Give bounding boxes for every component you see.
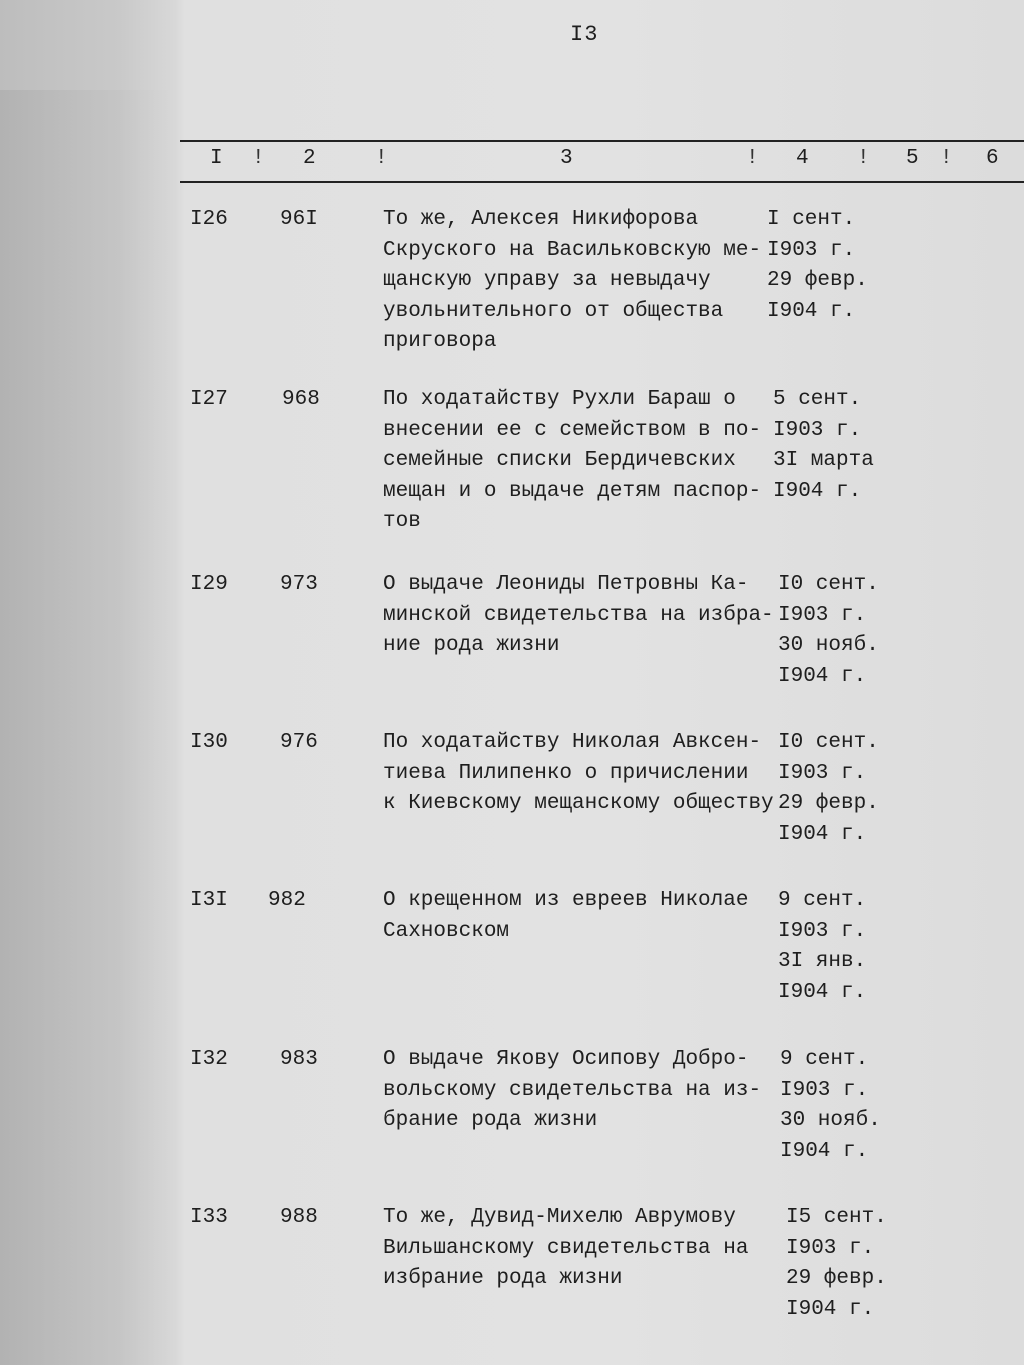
page-number: I3 <box>570 22 599 47</box>
entry-dates <box>778 570 918 692</box>
description-line: мещан и о выдаче детям паспор- <box>383 479 762 503</box>
header-col-3: 3 <box>560 147 573 170</box>
date-line: I904 г. <box>778 822 867 846</box>
entry-number: I29 <box>190 573 228 596</box>
date-line: I сент. <box>767 208 856 231</box>
date-line: 29 февр. <box>778 792 879 815</box>
date-line: I903 г. <box>786 1236 875 1260</box>
date-line: I0 сент. <box>778 731 879 754</box>
date-line: 3I янв. <box>778 950 867 973</box>
date-line: I904 г. <box>778 980 867 1004</box>
date-line: 5 сент. <box>773 388 862 411</box>
date-line: I903 г. <box>778 603 867 627</box>
description-line: семейные списки Бердичевских <box>383 449 736 472</box>
date-line: I903 г. <box>780 1078 869 1102</box>
entry-number: I32 <box>190 1048 228 1071</box>
description-line: По ходатайству Рухли Бараш о <box>383 388 736 411</box>
header-col-4: 4 <box>796 147 809 170</box>
header-col-1: I <box>210 147 223 170</box>
header-col-6: 6 <box>986 147 999 170</box>
description-line: минской свидетельства на избра- <box>383 603 774 627</box>
description-line: О выдаче Леониды Петровны Ка- <box>383 573 749 596</box>
header-separator: ! <box>252 147 265 170</box>
table-header-bottom-rule <box>180 181 1024 183</box>
description-line: внесении ее с семейством в по- <box>383 418 762 442</box>
file-number: 976 <box>280 731 318 754</box>
date-line: 9 сент. <box>778 889 867 912</box>
description-line: По ходатайству Николая Авксен- <box>383 731 762 754</box>
date-line: I903 г. <box>778 919 867 943</box>
description-line: Вильшанскому свидетельства на <box>383 1236 749 1260</box>
header-separator: ! <box>375 147 388 170</box>
date-line: 30 нояб. <box>780 1109 881 1132</box>
file-number: 973 <box>280 573 318 596</box>
date-line: I903 г. <box>778 761 867 785</box>
entry-dates <box>767 205 907 327</box>
date-line: 3I марта <box>773 449 874 472</box>
entry-number: I27 <box>190 388 228 411</box>
entry-dates <box>778 886 918 1008</box>
description-line: Скруского на Васильковскую ме- <box>383 238 762 262</box>
description-line: брание рода жизни <box>383 1109 598 1132</box>
entry-number: I30 <box>190 731 228 754</box>
entry-number: I26 <box>190 208 228 231</box>
description-line: щанскую управу за невыдачу <box>383 269 711 292</box>
entry-description <box>383 1045 783 1137</box>
entry-description <box>383 385 783 538</box>
date-line: I903 г. <box>767 238 856 262</box>
entry-description <box>383 886 783 947</box>
table-header-top-rule <box>180 140 1024 142</box>
description-line: То же, Алексея Никифорова <box>383 208 699 231</box>
table-header <box>180 147 1024 175</box>
entry-dates <box>780 1045 920 1167</box>
description-line: О крещенном из евреев Николае <box>383 889 749 912</box>
date-line: 30 нояб. <box>778 634 879 657</box>
date-line: I904 г. <box>786 1297 875 1321</box>
description-line: приговора <box>383 330 497 353</box>
date-line: I904 г. <box>767 299 856 323</box>
date-line: I904 г. <box>773 479 862 503</box>
file-number: 983 <box>280 1048 318 1071</box>
entry-description <box>383 1203 783 1295</box>
date-line: I904 г. <box>780 1139 869 1163</box>
date-line: 29 февр. <box>767 269 868 292</box>
header-col-2: 2 <box>303 147 316 170</box>
header-col-5: 5 <box>906 147 919 170</box>
description-line: тиева Пилипенко о причислении <box>383 761 749 785</box>
date-line: I903 г. <box>773 418 862 442</box>
date-line: 9 сент. <box>780 1048 869 1071</box>
header-separator: ! <box>746 147 759 170</box>
description-line: ние рода жизни <box>383 634 560 657</box>
description-line: увольнительного от общества <box>383 299 724 323</box>
entry-description <box>383 570 783 662</box>
description-line: тов <box>383 510 421 533</box>
file-number: 988 <box>280 1206 318 1229</box>
description-line: Сахновском <box>383 919 510 943</box>
entry-description <box>383 205 783 358</box>
entry-dates <box>778 728 918 850</box>
header-separator: ! <box>940 147 953 170</box>
entry-number: I33 <box>190 1206 228 1229</box>
date-line: 29 февр. <box>786 1267 887 1290</box>
date-line: I5 сент. <box>786 1206 887 1229</box>
description-line: вольскому свидетельства на из- <box>383 1078 762 1102</box>
file-number: 982 <box>268 889 306 912</box>
entry-dates <box>773 385 913 507</box>
file-number: 96I <box>280 208 318 231</box>
header-separator: ! <box>857 147 870 170</box>
description-line: То же, Дувид-Михелю Аврумову <box>383 1206 736 1229</box>
entry-dates <box>786 1203 926 1325</box>
description-line: О выдаче Якову Осипову Добро- <box>383 1048 749 1071</box>
entry-number: I3I <box>190 889 228 912</box>
description-line: к Киевскому мещанскому обществу <box>383 792 774 815</box>
date-line: I0 сент. <box>778 573 879 596</box>
previous-page-bleed <box>0 90 175 1365</box>
entry-description <box>383 728 783 820</box>
date-line: I904 г. <box>778 664 867 688</box>
file-number: 968 <box>282 388 320 411</box>
description-line: избрание рода жизни <box>383 1267 623 1290</box>
